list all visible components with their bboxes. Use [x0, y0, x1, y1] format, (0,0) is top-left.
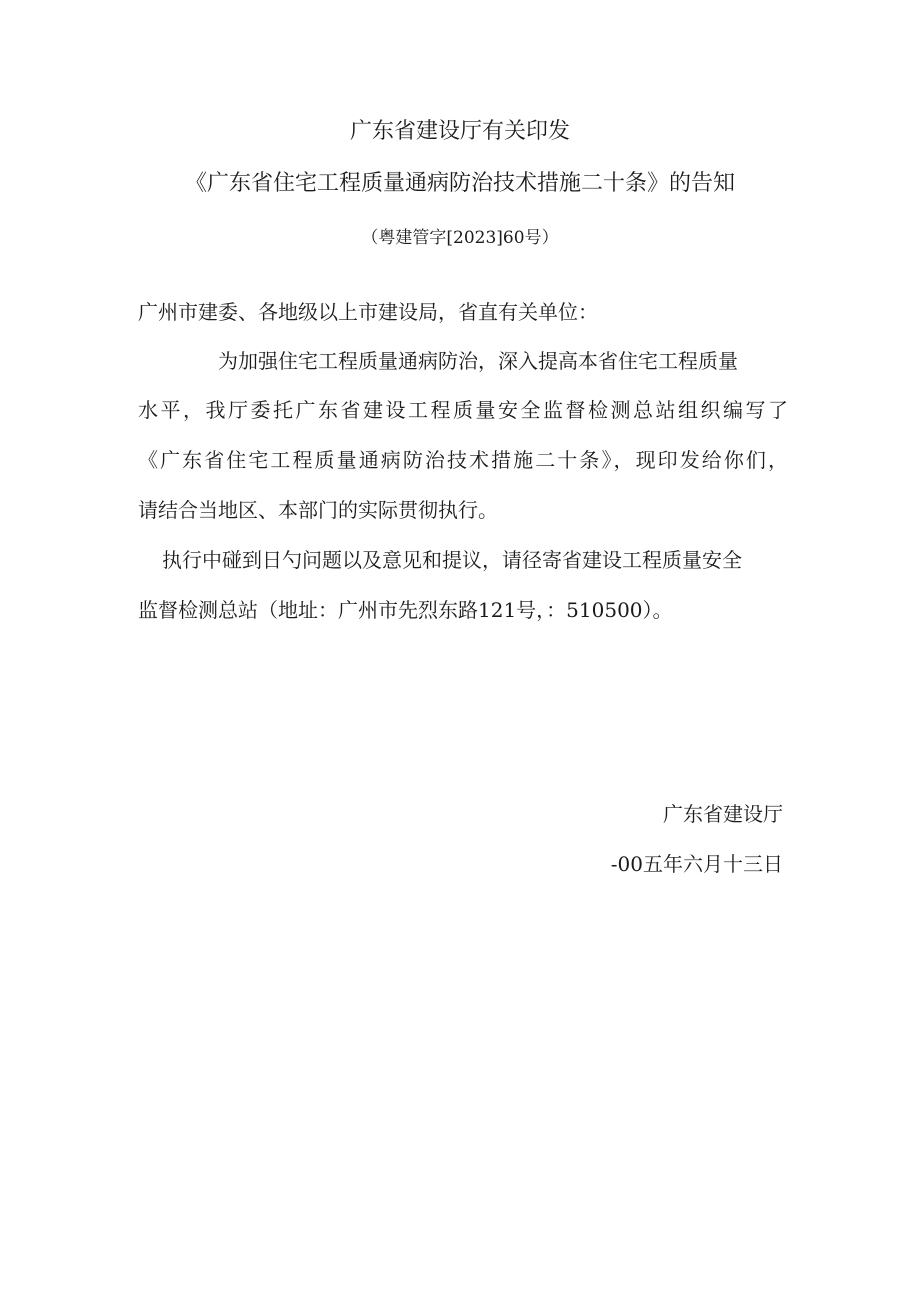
salutation: 广州市建委、各地级以上市建设局，省直有关单位： [138, 300, 598, 324]
signature-issuer: 广东省建设厅 [663, 802, 783, 826]
document-number: （粤建管字[2023]60号） [361, 228, 559, 248]
paragraph-1-line-4: 请结合当地区、本部门的实际贯彻执行。 [138, 498, 498, 522]
signature-date: -00五年六月十三日 [610, 852, 783, 876]
paragraph-1-line-2: 水平，我厅委托广东省建设工程质量安全监督检测总站组织编写了 [138, 398, 788, 422]
document-title-line-2: 《广东省住宅工程质量通病防治技术措施二十条》的告知 [184, 171, 735, 196]
paragraph-1-line-3: 《广东省住宅工程质量通病防治技术措施二十条》，现印发给你们， [138, 448, 788, 472]
paragraph-1-line-1: 为加强住宅工程质量通病防治，深入提高本省住宅工程质量 [218, 349, 738, 373]
document-title-line-1: 广东省建设厅有关印发 [349, 119, 570, 144]
paragraph-2-line-1: 执行中碰到日勺问题以及意见和提议，请径寄省建设工程质量安全 [162, 548, 742, 572]
paragraph-2-line-2: 监督检测总站（地址：广州市先烈东路121号，：510500）。 [138, 598, 673, 622]
